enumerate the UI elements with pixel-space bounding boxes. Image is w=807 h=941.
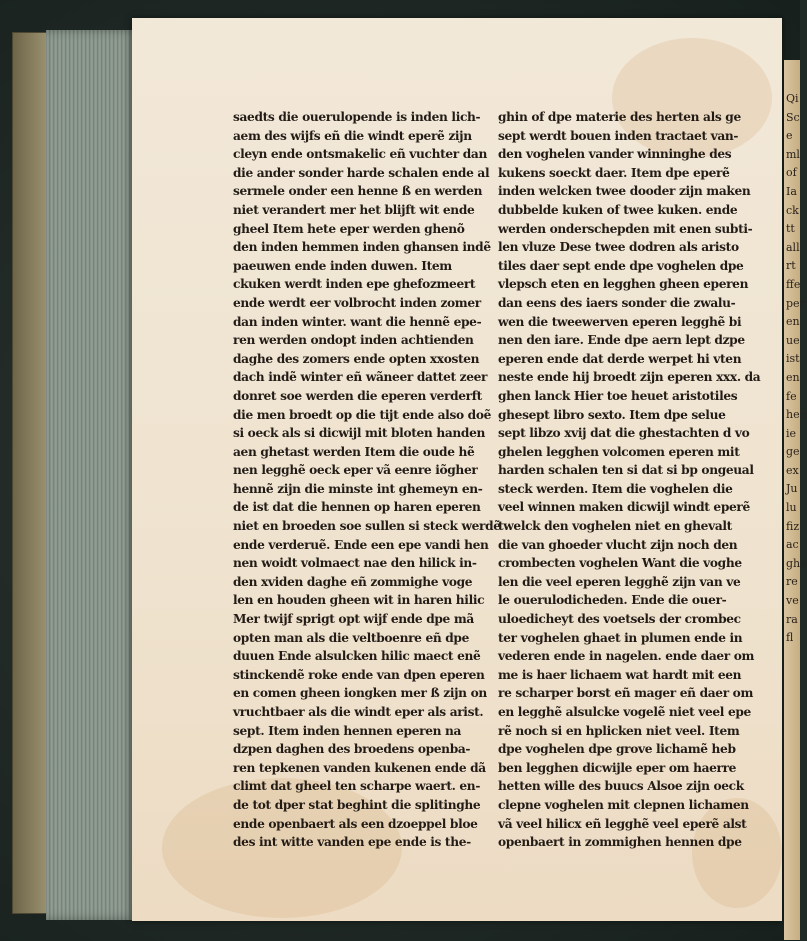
- text-line: opten man als die veltboenre eñ dpe: [233, 630, 469, 645]
- text-line: den inden hemmen inden ghansen indẽ: [233, 240, 491, 255]
- text-line: des int witte vanden epe ende is the-: [233, 835, 471, 850]
- facing-page-fragment: ge: [786, 445, 800, 459]
- facing-page-fragment: of: [786, 166, 797, 180]
- text-line: len en houden gheen wit in haren hilic: [233, 593, 485, 608]
- facing-page-fragment: fl: [786, 631, 794, 645]
- text-line: ghesept libro sexto. Item dpe selue: [498, 407, 726, 422]
- text-line: dan eens des iaers sonder die zwalu-: [498, 295, 736, 310]
- text-line: harden schalen ten si dat si bp ongeual: [498, 463, 754, 478]
- text-line: nen den iare. Ende dpe aern lept dzpe: [498, 333, 745, 348]
- text-line: steck werden. Item die voghelen die: [498, 481, 733, 496]
- right-text-column: [498, 108, 761, 852]
- text-line: daghe des zomers ende opten xxosten: [233, 351, 480, 366]
- text-line: clepne voghelen mit clepnen lichamen: [498, 797, 749, 812]
- facing-page-fragment: Qi: [786, 92, 799, 105]
- facing-page-fragment: all: [786, 240, 800, 254]
- facing-page-fragment: en: [786, 315, 800, 329]
- text-line: den voghelen vander winninghe des: [498, 147, 732, 162]
- text-line: dubbelde kuken of twee kuken. ende: [498, 202, 738, 217]
- facing-page-fragment: tt: [786, 222, 795, 236]
- text-line: dzpen daghen des broedens openba-: [233, 742, 471, 757]
- text-line: ckuken werdt inden epe ghefozmeert: [233, 277, 476, 292]
- facing-page-fragment: hen: [786, 408, 807, 422]
- text-line: twelck den voghelen niet en ghevalt: [498, 519, 732, 534]
- text-line: veel winnen maken dicwijl windt eperẽ: [498, 500, 750, 515]
- text-line: crombecten voghelen Want die voghe: [498, 556, 742, 571]
- text-line: len die veel eperen legghẽ zijn van ve: [498, 574, 741, 589]
- text-line: dan inden winter. want die hennẽ epe-: [233, 314, 482, 329]
- facing-page-fragment: ck: [786, 203, 799, 217]
- text-line: de tot dper stat beghint die splitinghe: [233, 797, 481, 812]
- facing-page-fragment: Ia: [786, 184, 797, 198]
- text-line: wen die tweewerven eperen legghẽ bi: [498, 314, 742, 329]
- facing-page-fragment: ffe: [786, 277, 801, 291]
- facing-page-fragment: ml: [786, 147, 800, 161]
- facing-page-fragment: ghe: [786, 556, 807, 570]
- facing-page-fragment: ie: [786, 426, 797, 440]
- text-line: climt dat gheel ten scharpe waert. en-: [233, 779, 481, 794]
- text-line: neste ende hij broedt zijn eperen xxx. da: [498, 370, 761, 385]
- text-line: kukens soeckt daer. Item dpe eperẽ: [498, 165, 730, 180]
- facing-page-fragment: ve: [786, 594, 799, 608]
- text-line: vã veel hilicx eñ legghẽ veel eperẽ alst: [498, 816, 747, 831]
- text-line: die van ghoeder vlucht zijn noch den: [498, 537, 738, 552]
- text-line: gheel Item hete eper werden ghenõ: [233, 221, 465, 236]
- facing-page-fragment: rt: [786, 259, 796, 273]
- text-line: len vluze Dese twee dodren als aristo: [498, 240, 739, 255]
- text-line: eperen ende dat derde werpet hi vten: [498, 351, 742, 366]
- text-line: die ander sonder harde schalen ende al: [233, 165, 490, 180]
- text-line: de ist dat die hennen op haren eperen: [233, 500, 481, 515]
- text-line: paeuwen ende inden duwen. Item: [233, 258, 452, 273]
- text-line: niet en broeden soe sullen si steck werdẽ: [233, 519, 501, 534]
- text-line: me is haer lichaem wat hardt mit een: [498, 667, 742, 682]
- text-line: nen woidt volmaect nae den hilick in-: [233, 556, 477, 571]
- text-line: den xviden daghe eñ zommighe voge: [233, 574, 473, 589]
- facing-page-fragment: fiz: [786, 519, 800, 533]
- text-line: si oeck als si dicwijl mit bloten handen: [233, 426, 485, 441]
- facing-page-fragment: e: [786, 129, 793, 143]
- text-line: rẽ noch si en hplicken niet veel. Item: [498, 723, 740, 738]
- text-line: ende openbaert als een dzoeppel bloe: [233, 816, 478, 831]
- left-text-column: [233, 108, 501, 852]
- text-line: dpe voghelen dpe grove lichamẽ heb: [498, 742, 736, 757]
- text-line: ende verderuẽ. Ende een epe vandi hen: [233, 537, 489, 552]
- facing-page-fragment: Sc: [786, 110, 800, 124]
- text-line: aen ghetast werden Item die oude hẽ: [233, 444, 475, 459]
- text-line: ben legghen dicwijle eper om haerre: [498, 760, 737, 775]
- text-line: dach indẽ winter eñ wãneer dattet zeer: [233, 370, 488, 385]
- text-line: tiles daer sept ende dpe voghelen dpe: [498, 258, 744, 273]
- facing-page-fragment: fe: [786, 389, 797, 403]
- facing-page-fragment: ra: [786, 612, 798, 626]
- text-line: ter voghelen ghaet in plumen ende in: [498, 630, 743, 645]
- text-line: inden welcken twee dooder zijn maken: [498, 184, 751, 199]
- text-line: ren werden ondopt inden achtienden: [233, 333, 474, 348]
- text-line: die men broedt op die tijt ende also doẽ: [233, 407, 492, 422]
- text-line: sept werdt bouen inden tractaet van-: [498, 128, 739, 143]
- facing-page-fragment: lu: [786, 501, 797, 515]
- facing-page-fragment: ac: [786, 538, 799, 552]
- text-line: ende werdt eer volbrocht inden zomer: [233, 295, 481, 310]
- facing-page-fragment: re: [786, 575, 798, 589]
- text-line: en legghẽ alsulcke vogelẽ niet veel epe: [498, 705, 751, 719]
- facing-page-fragment: ue: [786, 333, 800, 347]
- text-line: cleyn ende ontsmakelic eñ vuchter dan: [233, 147, 487, 162]
- text-line: sermele onder een henne ß en werden: [233, 184, 483, 199]
- text-line: saedts die ouerulopende is inden lich-: [233, 110, 481, 124]
- text-line: le ouerulodicheden. Ende die ouer-: [498, 593, 727, 608]
- text-line: hetten wille des buucs Alsoe zijn oeck: [498, 779, 744, 794]
- text-line: ghin of dpe materie des herten als ge: [498, 110, 741, 124]
- text-line: en comen gheen iongken mer ß zijn on: [233, 686, 487, 701]
- facing-page-fragment: ist: [786, 352, 800, 366]
- facing-page-fragment: en: [786, 370, 800, 384]
- page-block-edge: [46, 30, 138, 920]
- text-line: re scharper borst eñ mager eñ daer om: [498, 686, 753, 701]
- text-line: stinckendẽ roke ende van dpen eperen: [233, 667, 485, 682]
- text-line: openbaert in zommighen hennen dpe: [498, 835, 742, 850]
- text-line: ghen lanck Hier toe heuet aristotiles: [498, 388, 738, 403]
- text-line: niet verandert mer het blijft wit ende: [233, 202, 475, 217]
- text-line: ghelen legghen volcomen eperen mit: [498, 444, 740, 459]
- text-line: nen legghẽ oeck eper vã eenre iõgher: [233, 463, 478, 478]
- text-line: donret soe werden die eperen verderft: [233, 388, 482, 403]
- facing-page-fragment: per: [786, 296, 805, 310]
- facing-page-edge-text: [786, 90, 807, 648]
- text-line: sept libzo xvij dat die ghestachten d vo: [498, 426, 750, 441]
- text-line: uloedicheyt des voetsels der crombec: [498, 612, 741, 627]
- text-line: werden onderschepden mit enen subti-: [498, 221, 753, 236]
- facing-page-fragment: ex: [786, 463, 799, 477]
- facing-page-fragment: Ju: [786, 482, 798, 496]
- text-line: sept. Item inden hennen eperen na: [233, 723, 462, 738]
- text-line: hennẽ zijn die minste int ghemeyn en-: [233, 481, 483, 496]
- text-line: duuen Ende alsulcken hilic maect enẽ: [233, 649, 481, 664]
- text-line: ren tepkenen vanden kukenen ende dã: [233, 760, 486, 775]
- text-line: vruchtbaer als die windt eper als arist.: [233, 705, 484, 719]
- text-line: Mer twijf sprigt opt wijf ende dpe mã: [233, 612, 474, 627]
- text-line: vederen ende in nagelen. ende daer om: [498, 649, 755, 664]
- text-line: aem des wijfs eñ die windt eperẽ zijn: [233, 128, 472, 143]
- text-line: vlepsch eten en legghen gheen eperen: [498, 277, 749, 292]
